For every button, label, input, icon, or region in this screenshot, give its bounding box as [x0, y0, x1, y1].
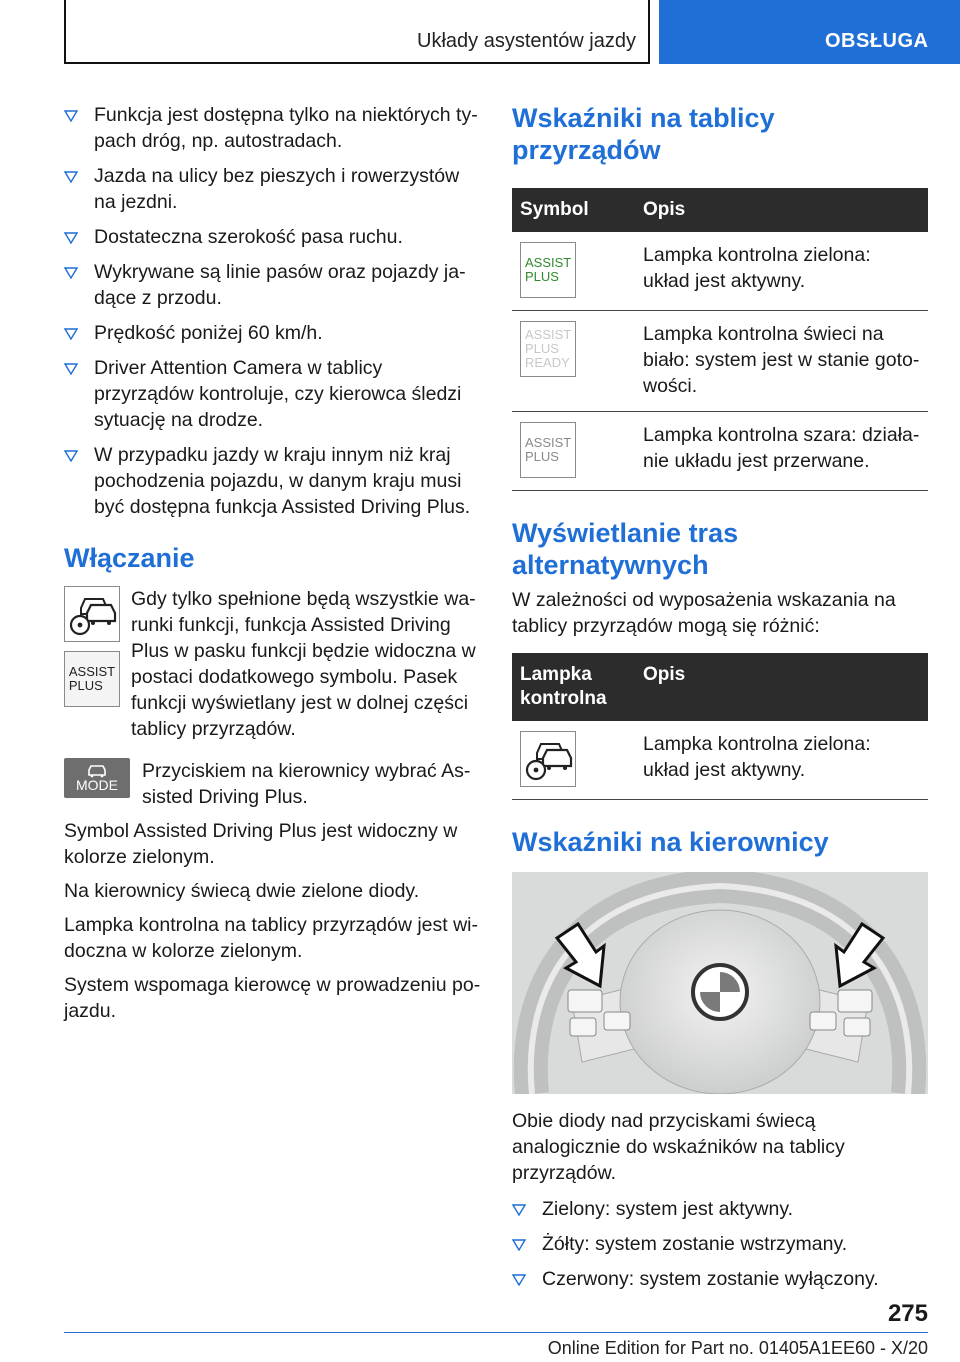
- list-item: [64, 355, 484, 433]
- list-item-text: Driver Attention Camera w tablicy przyrządów kontroluje, czy kierowca śledzi sytuację na drodze.: [94, 357, 462, 431]
- bullet-triangle-icon: [64, 232, 78, 244]
- led-status-list: [512, 1196, 928, 1292]
- left-column: [64, 102, 484, 1024]
- paragraph: Symbol Assisted Driving Plus jest widoczny w kolorze zielonym.: [64, 820, 458, 868]
- bullet-triangle-icon: [64, 110, 78, 122]
- list-item-text: Zielony: system jest aktywny.: [542, 1198, 794, 1220]
- assist-plus-icon: [64, 651, 120, 707]
- list-item-text: Wykrywane są linie pasów oraz pojazdy jadące z przodu.: [94, 261, 466, 309]
- steering-wheel-illustration: [512, 872, 928, 1094]
- paragraph: System wspomaga kierowcę w prowadzeniu pojazdu.: [64, 974, 481, 1022]
- header-chapter-tab[interactable]: OBSŁUGA: [659, 0, 960, 64]
- list-item-text: Funkcja jest dostępna tylko na niektórych typach dróg, np. autostradach.: [94, 104, 478, 152]
- assist-plus-icon-label: ASSIST PLUS: [68, 664, 116, 693]
- section-heading-indicators: Wskaźniki na tablicy przyrządów: [512, 103, 775, 165]
- mode-text: Przyciskiem na kierownicy wybrać Assisted Driving Plus.: [142, 760, 471, 808]
- assist-plus-ready-icon: ASSIST PLUS READY: [520, 321, 576, 377]
- header-section-title: Układy asystentów jazdy: [417, 30, 636, 52]
- bullet-triangle-icon: [64, 363, 78, 375]
- col-symbol-header: Symbol: [512, 188, 635, 232]
- list-item: [512, 1231, 928, 1257]
- mode-button-label: MODE: [76, 777, 118, 793]
- col-lamp-header: Lampka kontrolna: [512, 653, 635, 721]
- bullet-triangle-icon: [64, 171, 78, 183]
- bullet-triangle-icon: [512, 1204, 526, 1216]
- section-heading-steering: Wskaźniki na kierownicy: [512, 827, 829, 857]
- list-item: [64, 320, 484, 346]
- list-item: [64, 442, 484, 520]
- section-heading-activation: Włączanie: [64, 543, 195, 573]
- section-heading-alt-routes: Wyświetlanie tras alternatywnych: [512, 518, 739, 580]
- col-desc-header: Opis: [635, 653, 928, 721]
- table-header-row: [512, 188, 928, 232]
- bullet-triangle-icon: [64, 267, 78, 279]
- list-item-text: W przypadku jazdy w kraju innym niż kraj pochodzenia pojazdu, w danym kraju musi być dostępna funkcja Assisted Driving Plus.: [94, 444, 471, 518]
- table-cell-desc: Lampka kontrolna zielona: układ jest aktywny.: [635, 232, 928, 311]
- cars-steering-wheel-icon: [67, 591, 117, 637]
- assist-plus-green-icon: ASSIST PLUS: [520, 242, 576, 298]
- footer-edition: Online Edition for Part no. 01405A1EE60 - X/20: [547, 1338, 928, 1358]
- table-row: [512, 232, 928, 311]
- alt-routes-intro: W zależności od wyposażenia wskazania na tablicy przyrządów mogą się różnić:: [512, 589, 896, 637]
- mode-button-icon: [64, 758, 130, 798]
- requirements-list: [64, 102, 484, 520]
- list-item-text: Dostateczna szerokość pasa ruchu.: [94, 226, 403, 248]
- car-steering-icon: [86, 764, 108, 778]
- list-item: [64, 163, 484, 215]
- bullet-triangle-icon: [64, 328, 78, 340]
- paragraph: Na kierownicy świecą dwie zielone diody.: [64, 880, 420, 902]
- list-item: [64, 259, 484, 311]
- list-item-text: Czerwony: system zostanie wyłączony.: [542, 1268, 879, 1290]
- col-desc-header: Opis: [635, 188, 928, 232]
- activation-text: Gdy tylko spełnione będą wszystkie warunki funkcji, funkcja Assisted Driving Plus w pasku funkcji będzie widoczna w postaci dodatkowego symbolu. Pasek funkcji wyświetlany jest w dolnej części tablicy przyrządów.: [131, 588, 476, 740]
- paragraph: Lampka kontrolna na tablicy przyrządów jest widoczna w kolorze zielonym.: [64, 914, 479, 962]
- table-cell-desc: Lampka kontrolna świeci na biało: system jest w stanie gotowości.: [635, 311, 928, 412]
- mode-block: [64, 758, 484, 810]
- table-cell-desc: Lampka kontrolna szara: działanie układu jest przerwane.: [635, 412, 928, 491]
- table-row: [512, 721, 928, 800]
- list-item-text: Jazda na ulicy bez pieszych i rowerzystów na jezdni.: [94, 165, 460, 213]
- steering-caption: Obie diody nad przyciskami świecą analogicznie do wskaźników na tablicy przyrządów.: [512, 1110, 845, 1184]
- list-item: [512, 1266, 928, 1292]
- table-row: [512, 412, 928, 491]
- list-item-text: Prędkość poniżej 60 km/h.: [94, 322, 323, 344]
- list-item: [64, 102, 484, 154]
- list-item-text: Żółty: system zostanie wstrzymany.: [542, 1233, 848, 1255]
- steering-wheel-image: [512, 872, 928, 1094]
- list-item: [512, 1196, 928, 1222]
- bullet-triangle-icon: [512, 1274, 526, 1286]
- table-cell-desc: Lampka kontrolna zielona: układ jest aktywny.: [635, 721, 928, 800]
- assisted-driving-icon: [64, 586, 120, 642]
- indicator-table: [512, 188, 928, 491]
- right-column: [512, 102, 928, 1301]
- lamp-table: [512, 653, 928, 800]
- bullet-triangle-icon: [512, 1239, 526, 1251]
- table-row: [512, 311, 928, 412]
- footer-divider: [64, 1332, 928, 1333]
- list-item: [64, 224, 484, 250]
- bullet-triangle-icon: [64, 450, 78, 462]
- page-number: 275: [887, 1300, 928, 1327]
- activation-block: [64, 586, 484, 742]
- assist-plus-grey-icon: ASSIST PLUS: [520, 422, 576, 478]
- cars-steering-wheel-green-icon: [520, 731, 576, 787]
- activation-icons: [64, 586, 131, 742]
- table-header-row: [512, 653, 928, 721]
